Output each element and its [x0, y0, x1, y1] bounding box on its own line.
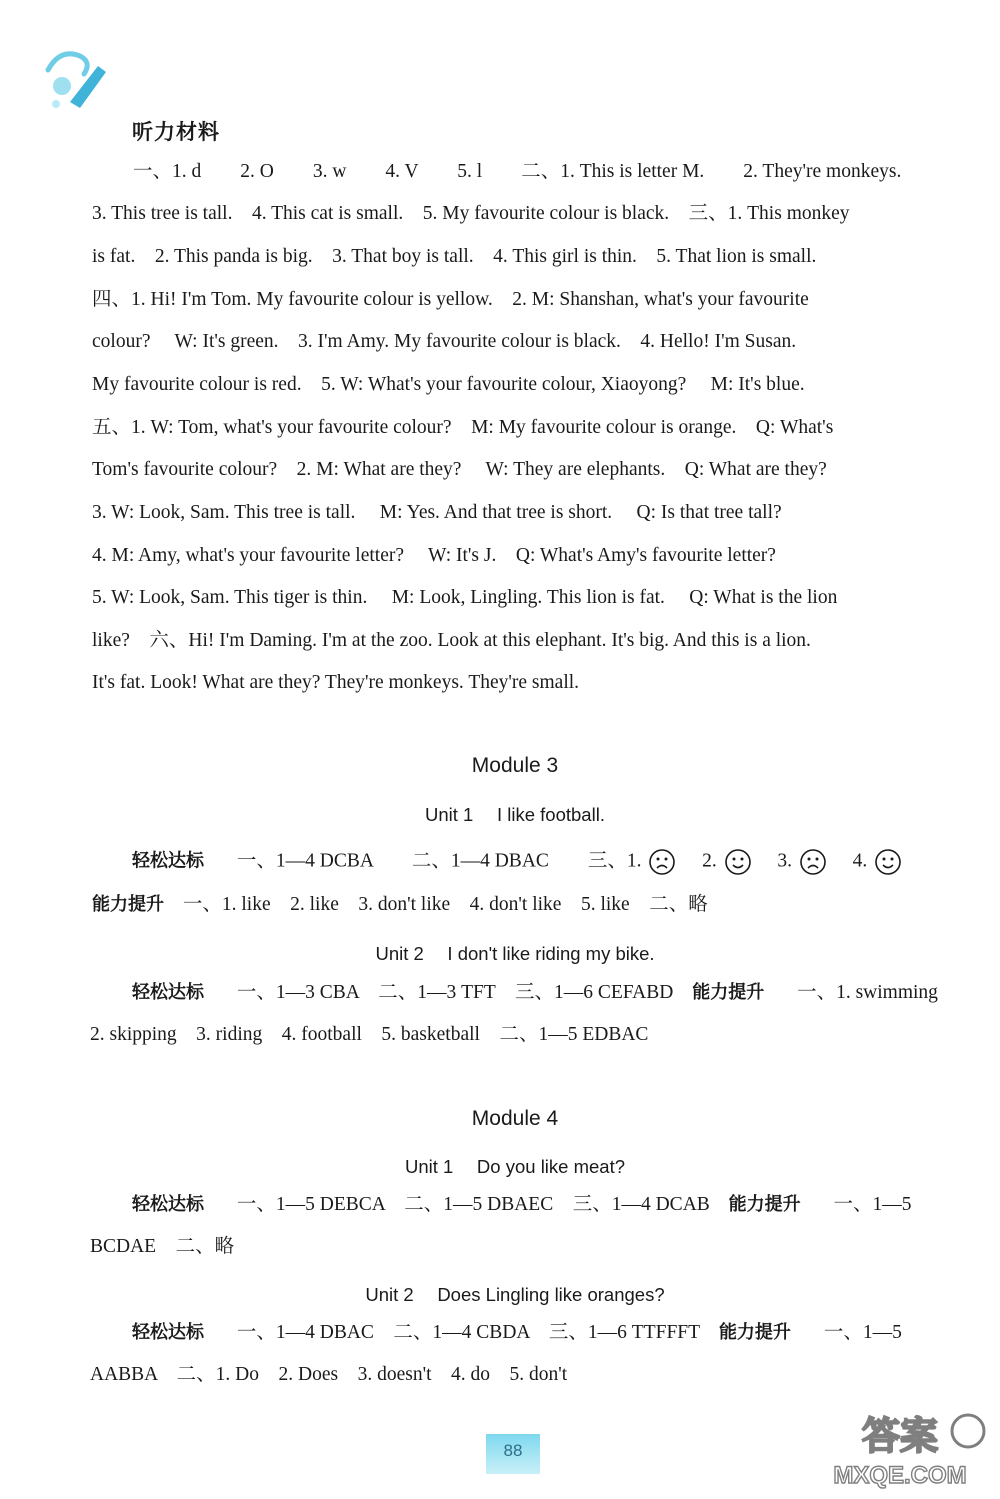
page-heading: 听力材料 [132, 120, 220, 144]
watermark-text-top: 答案 [861, 1414, 939, 1458]
happy-face-icon [874, 848, 902, 876]
easy-answers: 一、1—4 DCBA 二、1—4 DBAC 三、1. [236, 850, 642, 872]
easy-label: 轻松达标 [132, 1322, 204, 1343]
easy-label: 轻松达标 [132, 1194, 204, 1215]
ability-answers: 一、1. like 2. like 3. don't like 4. don't like 5. like 二、略 [182, 894, 708, 915]
listening-line-9: 3. W: Look, Sam. This tree is tall. M: Yes. And that tree is short. Q: Is that tree tall? [92, 502, 782, 523]
sad-face-icon [648, 848, 676, 876]
ability-label: 能力提升 [718, 1322, 791, 1343]
listening-line-5: colour? W: It's green. 3. I'm Amy. My favourite colour is black. 4. Hello! I'm Susan. [92, 331, 797, 352]
ability-answers: 一、1—5 [823, 1322, 902, 1343]
ability-label: 能力提升 [728, 1194, 801, 1215]
easy-answers: 一、1—3 CBA 二、1—3 TFT 三、1—6 CEFABD [236, 982, 674, 1003]
easy-label: 轻松达标 [132, 850, 204, 872]
listening-line-2: 3. This tree is tall. 4. This cat is small. 5. My favourite colour is black. 三、1. This monkey [92, 203, 850, 224]
module-3-unit-1-easy-row [132, 848, 904, 876]
module-4-unit-2-row [132, 1323, 902, 1343]
happy-face-icon [724, 848, 752, 876]
module-3-unit-1-title: Unit 1 I like football. [425, 804, 605, 825]
watermark-text-bottom: MXQE.COM [833, 1462, 967, 1489]
module-4-unit-2-row-cont: AABBA 二、1. Do 2. Does 3. doesn't 4. do 5. don't [90, 1364, 568, 1385]
face-item-label: 4. [852, 850, 868, 872]
easy-answers: 一、1—4 DBAC 二、1—4 CBDA 三、1—6 TTFFFT [236, 1322, 701, 1343]
face-item-label: 3. [777, 850, 793, 872]
page-number: 88 [486, 1434, 540, 1474]
module-3-title: Module 3 [471, 754, 559, 777]
sad-face-icon [799, 848, 827, 876]
ability-answers: 一、1. swimming [797, 982, 938, 1003]
ability-label: 能力提升 [692, 982, 765, 1003]
module-4-unit-1-title: Unit 1 Do you like meat? [404, 1156, 626, 1177]
listening-line-1: 一、1. d 2. O 3. w 4. V 5. l 二、1. This is letter M. 2. They're monkeys. [133, 161, 902, 182]
listening-line-7: 五、1. W: Tom, what's your favourite colour? M: My favourite colour is orange. Q: What's [92, 417, 834, 438]
listening-line-13: It's fat. Look! What are they? They're monkeys. They're small. [92, 672, 580, 693]
listening-line-10: 4. M: Amy, what's your favourite letter? W: It's J. Q: What's Amy's favourite letter? [92, 545, 776, 566]
module-3-unit-2-row-cont: 2. skipping 3. riding 4. football 5. basketball 二、1—5 EDBAC [90, 1024, 649, 1045]
module-3-unit-1-ability-row [92, 895, 708, 915]
module-3-unit-2-title: Unit 2 I don't like riding my bike. [375, 943, 655, 964]
module-4-unit-2-title: Unit 2 Does Lingling like oranges? [365, 1284, 665, 1305]
face-item-label: 2. [702, 850, 717, 872]
module-4-unit-1-row [132, 1195, 912, 1215]
listening-line-3: is fat. 2. This panda is big. 3. That boy is tall. 4. This girl is thin. 5. That lion is small. [92, 246, 817, 267]
listening-line-12: like? 六、Hi! I'm Daming. I'm at the zoo. Look at this elephant. It's big. And this is a lion. [92, 630, 811, 651]
easy-label: 轻松达标 [132, 982, 204, 1003]
ability-answers: 一、1—5 [833, 1194, 912, 1215]
listening-line-6: My favourite colour is red. 5. W: What's your favourite colour, Xiaoyong? M: It's blue. [92, 374, 805, 395]
listening-line-8: Tom's favourite colour? 2. M: What are they? W: They are elephants. Q: What are they? [92, 459, 827, 480]
listening-line-4: 四、1. Hi! I'm Tom. My favourite colour is yellow. 2. M: Shanshan, what's your favourite [92, 289, 809, 310]
module-3-unit-2-row [132, 983, 938, 1003]
watermark-logo [810, 1405, 990, 1489]
listening-line-11: 5. W: Look, Sam. This tiger is thin. M: Look, Lingling. This lion is fat. Q: What is the lion [92, 587, 838, 608]
module-4-unit-1-row-cont: BCDAE 二、略 [90, 1236, 235, 1257]
ability-label: 能力提升 [92, 894, 164, 915]
decorative-logo-icon [40, 40, 115, 115]
module-4-title: Module 4 [471, 1107, 559, 1130]
easy-answers: 一、1—5 DEBCA 二、1—5 DBAEC 三、1—4 DCAB [236, 1194, 710, 1215]
